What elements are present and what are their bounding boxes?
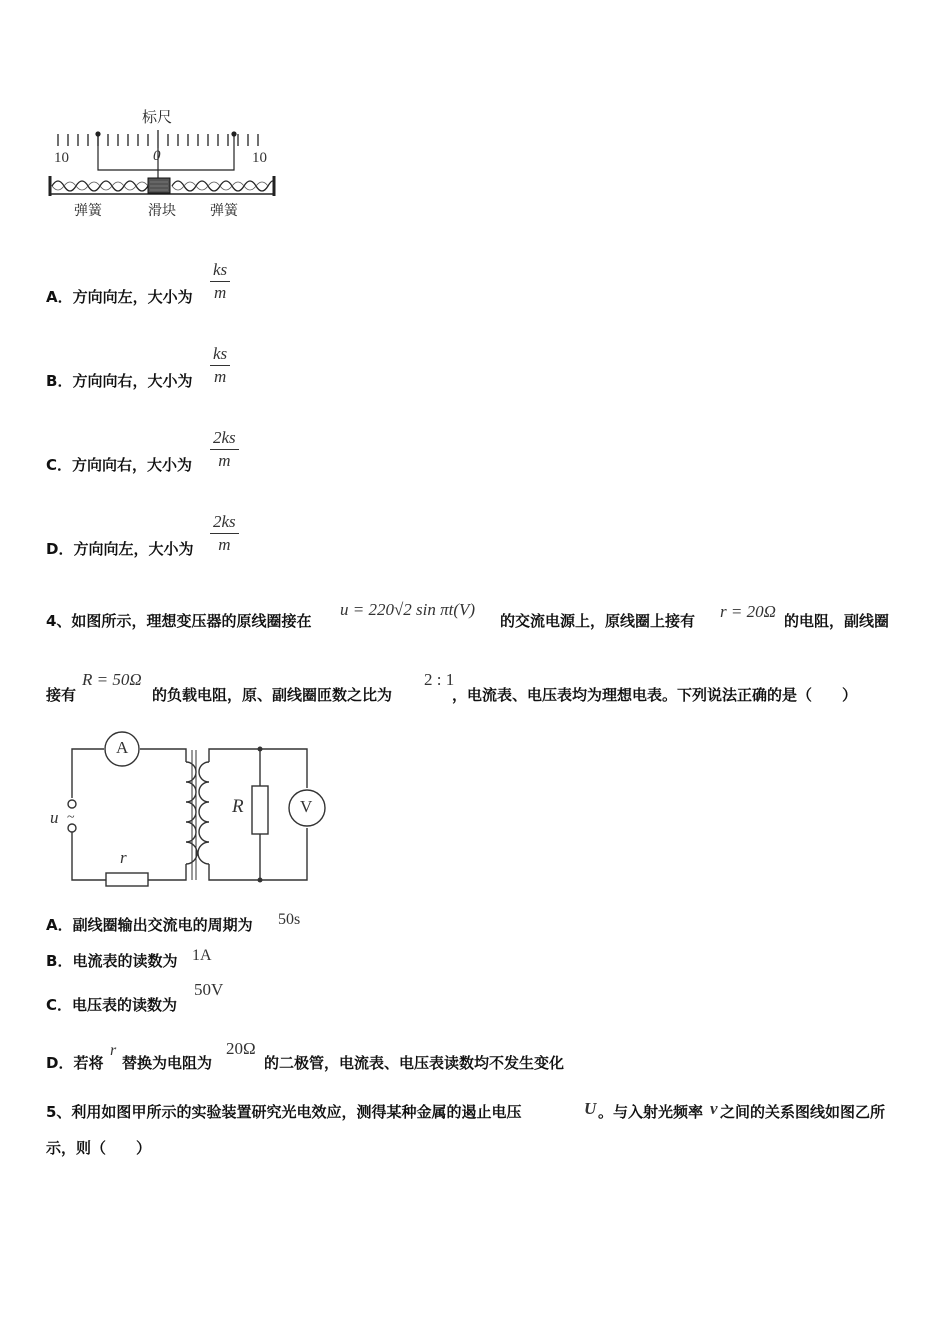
option-text: 方向向左，大小为	[73, 540, 194, 558]
option-text: 方向向右，大小为	[72, 372, 193, 390]
resistor-R-label: R	[232, 796, 244, 817]
option-text: 电压表的读数为	[72, 996, 178, 1014]
option-letter: B	[46, 952, 58, 970]
ammeter-label: A	[116, 738, 129, 757]
fraction	[210, 260, 230, 303]
q4-option-c[interactable]: C．电压表的读数为 50V	[46, 980, 224, 1014]
q4-formula-R: R = 50Ω	[82, 670, 142, 689]
fraction-numerator: ks	[213, 344, 228, 363]
fraction	[210, 344, 230, 387]
q4-stem-line1	[46, 598, 916, 628]
q5-stem-line2: 示，则（ ）	[46, 1139, 152, 1157]
q3-option-c[interactable]: C．方向向右，大小为 2ks m	[46, 428, 346, 478]
q4-option-a[interactable]: A．副线圈输出交流电的周期为 50s	[46, 911, 301, 934]
source-label: u	[50, 808, 59, 827]
option-text: 方向向右，大小为	[72, 456, 193, 474]
resistor-r-label: r	[120, 848, 127, 867]
spring-right-label: 弹簧	[210, 203, 238, 219]
option-text: 副线圈输出交流电的周期为	[72, 916, 253, 934]
ruler-figure	[46, 104, 286, 224]
option-text: 方向向左，大小为	[72, 288, 193, 306]
tick-right: 10	[252, 150, 267, 166]
option-text: 电流表的读数为	[72, 952, 178, 970]
option-letter: D	[46, 540, 59, 558]
q4-stem-line2	[46, 670, 916, 704]
fraction-denominator: m	[218, 451, 231, 470]
option-letter: C	[46, 996, 58, 1014]
q4-tail: ，电流表、电压表均为理想电表。下列说法正确的是（ ）	[452, 686, 858, 704]
fraction-denominator: m	[218, 535, 231, 554]
fraction	[210, 428, 239, 471]
option-letter: C	[46, 456, 58, 474]
option-letter: A	[46, 916, 58, 934]
fraction-denominator: m	[213, 367, 227, 386]
q4-option-b[interactable]: B．电流表的读数为 1A	[46, 947, 212, 970]
option-pre: 若将	[73, 1054, 104, 1072]
q5-prefix: 5、利用如图甲所示的实验装置研究光电效应，测得某种金属的遏止电压	[46, 1103, 522, 1121]
q4-formula-u: u = 220√2 sin πt(V)	[340, 600, 476, 619]
fraction-numerator: ks	[213, 260, 228, 279]
q4-ratio: 2 : 1	[424, 670, 455, 689]
slider-label: 滑块	[148, 203, 176, 219]
option-value: 50s	[278, 911, 301, 928]
option-letter: D	[46, 1054, 59, 1072]
option-mid: 替换为电阻为	[122, 1054, 213, 1072]
q4-mid1: 的交流电源上，原线圈上接有	[500, 612, 696, 630]
scale-label: 标尺	[142, 108, 173, 126]
circuit-diagram	[46, 730, 336, 890]
option-value: 20Ω	[226, 1039, 256, 1058]
q3-option-d[interactable]: D．方向向左，大小为 2ks m	[46, 512, 346, 562]
q4-prefix: 4、如图所示，理想变压器的原线圈接在	[46, 612, 312, 630]
fraction-numerator: 2ks	[213, 512, 236, 531]
circuit-figure	[46, 730, 336, 890]
fraction-numerator: 2ks	[213, 428, 236, 447]
q5-symbol-v: v	[710, 1099, 718, 1118]
q5-mid: 。与入射光频率	[598, 1103, 704, 1121]
spring-left-label: 弹簧	[74, 203, 102, 219]
q5-tail: 之间的关系图线如图乙所	[720, 1103, 886, 1121]
option-post: 的二极管，电流表、电压表读数均不发生变化	[264, 1054, 565, 1072]
tick-left: 10	[54, 150, 69, 166]
voltmeter-label: V	[300, 797, 313, 816]
q3-option-b[interactable]: B．方向向右，大小为 ks m	[46, 344, 346, 394]
q4-line2-prefix: 接有	[46, 686, 77, 704]
option-letter: A	[46, 288, 58, 306]
option-value: 50V	[194, 980, 224, 999]
q5-stem-line1	[46, 1098, 916, 1124]
source-tilde: ~	[67, 810, 75, 825]
q4-mid2: 的电阻，副线圈	[784, 612, 890, 630]
q5-symbol-U: U	[584, 1099, 597, 1118]
tick-center: 0	[153, 148, 161, 164]
option-letter: B	[46, 372, 58, 390]
q4-formula-r: r = 20Ω	[720, 602, 776, 621]
q4-mid3: 的负载电阻，原、副线圈匝数之比为	[152, 686, 393, 704]
fraction-denominator: m	[213, 283, 227, 302]
fraction	[210, 512, 239, 555]
q3-option-a[interactable]: A．方向向左，大小为 ks m	[46, 260, 346, 310]
option-value: 1A	[192, 947, 212, 964]
option-symbol-r: r	[110, 1042, 117, 1059]
q4-option-d[interactable]: D．若将 r 替换为电阻为 20Ω 的二极管，电流表、电压表读数均不发生变化	[46, 1039, 565, 1072]
